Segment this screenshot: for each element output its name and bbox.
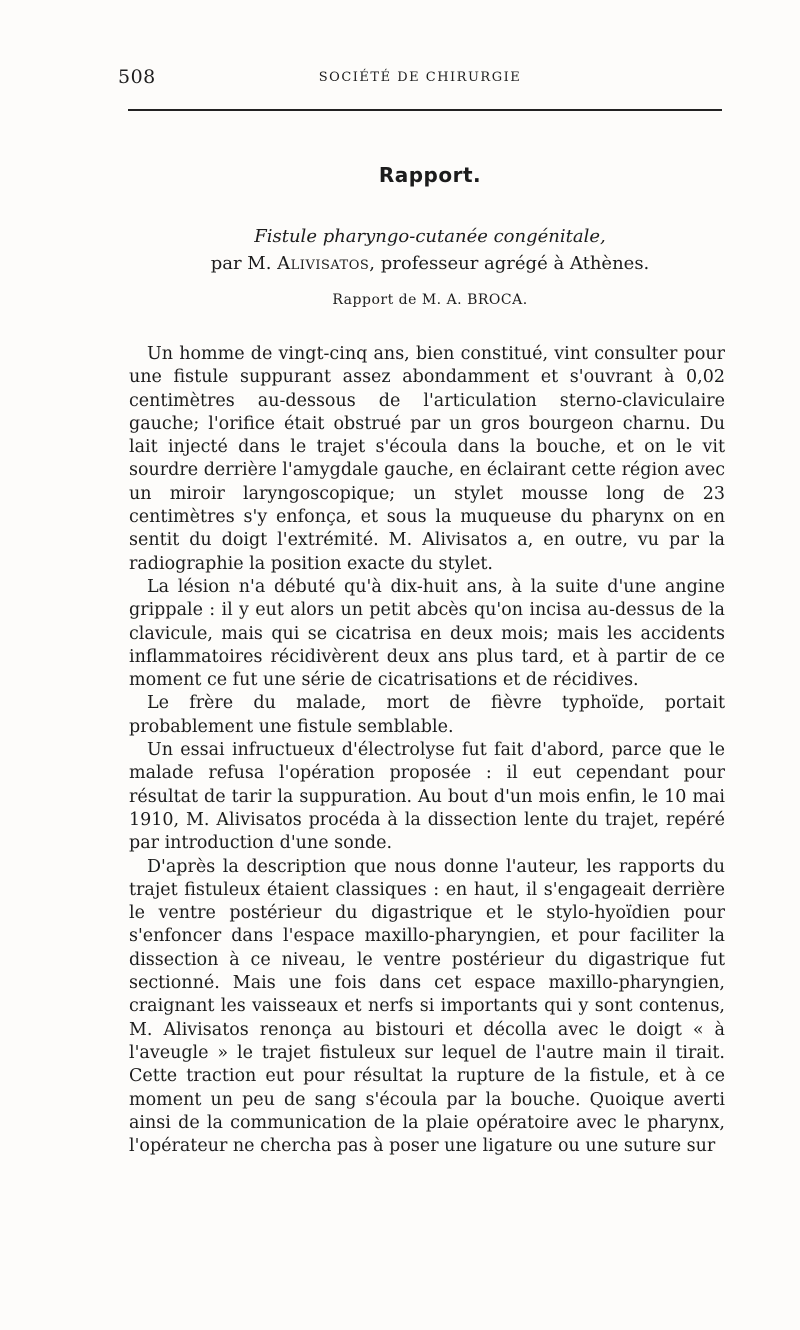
page-header [118, 66, 722, 96]
paragraph: D'après la description que nous donne l'auteur, les rapports du trajet fistuleux étaient classiques : en haut, il s'engageait derrière le ventre postérieur du digastrique et le stylo-hyoïdien pour s'enfoncer dans l'espace maxillo-pharyngien, et pour faciliter la dissection à ce niveau, le ventre postérieur du digastrique fut sectionné. Mais une fois dans cet espace maxillo-pharyngien, craignant les vaisseaux et nerfs si importants qui y sont contenus, M. Alivisatos renonça au bistouri et décolla avec le doigt « à l'aveugle » le trajet fistuleux sur lequel de l'autre main il tirait. Cette traction eut pour résultat la rupture de la fistule, et à ce moment un peu de sang s'écoula par la bouche. Quoique averti ainsi de la communication de la plaie opératoire avec le pharynx, l'opérateur ne chercha pas à poser une ligature ou une suture sur [129, 856, 725, 1157]
paragraph: Un essai infructueux d'électrolyse fut fait d'abord, parce que le malade refusa l'opération proposée : il eut cependant pour résultat de tarir la suppuration. Au bout d'un mois enfin, le 10 mai 1910, M. Alivisatos procéda à la dissection lente du trajet, repéré par introduction d'une sonde. [129, 740, 725, 854]
author-prefix: par M. [210, 253, 272, 274]
paragraph: Le frère du malade, mort de fièvre typhoïde, portait probablement une fistule semblable. [129, 693, 725, 737]
author-suffix: , professeur agrégé à Athènes. [369, 253, 650, 274]
author-name: Alivisatos [277, 253, 370, 274]
header-rule [128, 109, 722, 111]
article-title: Rapport. [378, 163, 482, 187]
reporter-line: Rapport de M. A. BROCA. [332, 292, 528, 308]
article-author [0, 253, 800, 274]
paragraph: Un homme de vingt-cinq ans, bien constitué, vint consulter pour une fistule suppurant assez abondamment et s'ouvrant à 0,02 centimètres au-dessous de l'articulation sterno-claviculaire gauche; l'orifice était obstrué par un gros bourgeon charnu. Du lait injecté dans le trajet s'écoula dans la bouche, et on le vit sourdre derrière l'amygdale gauche, en éclairant cette région avec un miroir laryngoscopique; un stylet mousse long de 23 centimètres s'y enfonça, et sous la muqueuse du pharynx on en sentit du doigt l'extrémité. M. Alivisatos a, en outre, vu par la radiographie la position exacte du stylet. [129, 344, 725, 574]
page-number: 508 [118, 66, 156, 88]
running-head: SOCIÉTÉ DE CHIRURGIE [318, 70, 522, 85]
article-body [129, 343, 725, 1158]
paragraph: La lésion n'a débuté qu'à dix-huit ans, à la suite d'une angine grippale : il y eut alors un petit abcès qu'on incisa au-dessus de la clavicule, mais qui se cicatrisa en deux mois; mais les accidents inflammatoires récidivèrent deux ans plus tard, et à partir de ce moment ce fut une série de cicatrisations et de récidives. [129, 576, 725, 691]
article-subtitle: Fistule pharyngo-cutanée congénitale, [254, 226, 606, 247]
